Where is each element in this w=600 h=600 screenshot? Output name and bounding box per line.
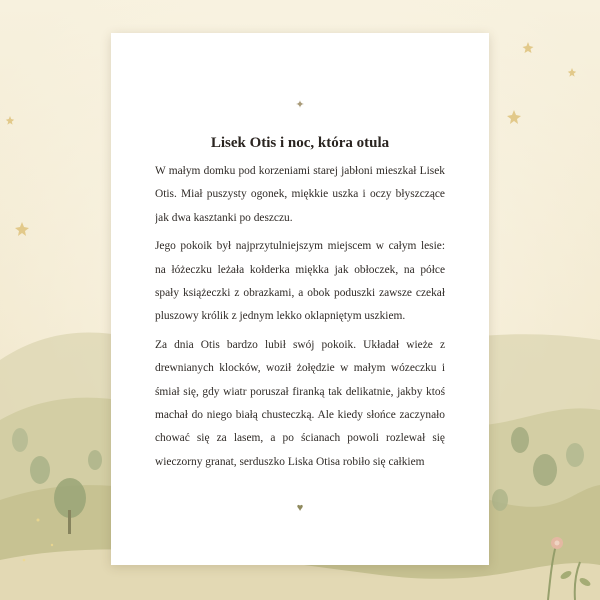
page-title: Lisek Otis i noc, która otula <box>210 135 390 151</box>
heart-icon: ♥ <box>296 502 304 514</box>
sparkle-star-icon: ✦ <box>295 99 305 111</box>
book-page <box>111 33 489 565</box>
paragraph: Jego pokoik był najprzytulniejszym miejscem w całym lesie: na łóżeczku leżała kołderka miękka jak obłoczek, na półce spały książeczki z obrazkami, a obok poduszki zawsze czekał pluszowy królik z jednym lekko oklapniętym uszkiem. <box>155 240 445 323</box>
paragraph: W małym domku pod korzeniami starej jabłoni mieszkał Lisek Otis. Miał puszysty ogonek, miękkie uszka i oczy błyszczące jak dwa kasztanki po deszczu. <box>155 165 445 224</box>
paragraph: Za dnia Otis bardzo lubił swój pokoik. Układał wieże z drewnianych klocków, woził żołędzie w małym wózeczku i śmiał się, gdy wiatr poruszał firanką tak delikatnie, jakby ktoś machał do niego białą chusteczką. Ale kiedy słońce zaczynało chować się za lasem, a po ścianach powoli rozlewał się wieczorny granat, serduszko Liska Otisa robiło się całkiem <box>155 338 445 468</box>
story-text <box>155 160 445 490</box>
